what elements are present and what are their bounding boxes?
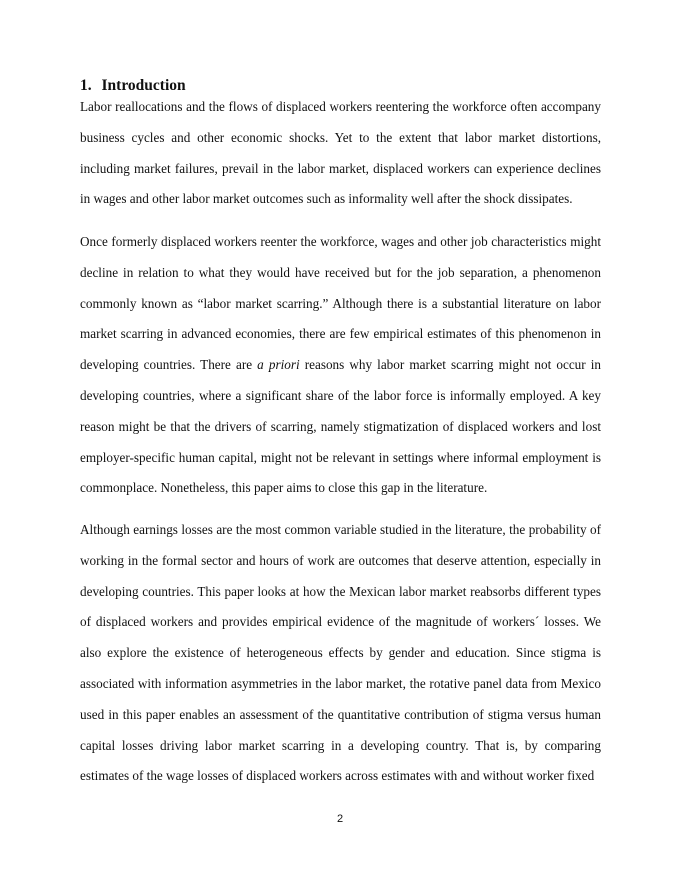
paragraph-3: Although earnings losses are the most common variable studied in the literature, the probability of working in the formal sector and hours of work are outcomes that deserve attention, especially in developing countries. This paper looks at how the Mexican labor market reabsorbs different types of displaced workers and provides empirical evidence of the magnitude of workers´ losses. We also explore the existence of heterogeneous effects by gender and education. Since stigma is associated with information asymmetries in the labor market, the rotative panel data from Mexico used in this paper enables an assessment of the quantitative contribution of stigma versus human capital losses driving labor market scarring in a developing country. That is, by comparing estimates of the wage losses of displaced workers across estimates with and without worker fixed	[80, 522, 601, 784]
paragraph-2	[80, 227, 601, 504]
paragraph-2-text-b: reasons why labor market scarring might not occur in developing countries, where a significant share of the labor force is informally employed. A key reason might be that the drivers of scarring, namely stigmatization of displaced workers and lost employer-specific human capital, might not be relevant in settings where informal employment is commonplace. Nonetheless, this paper aims to close this gap in the literature.	[80, 357, 601, 496]
paragraph-1: Labor reallocations and the flows of displaced workers reentering the workforce often accompany business cycles and other economic shocks. Yet to the extent that labor market distortions, including market failures, prevail in the labor market, displaced workers can experience declines in wages and other labor market outcomes such as informality well after the shock dissipates.	[80, 99, 601, 207]
section-number: 1.	[80, 77, 92, 94]
section-title: Introduction	[101, 77, 186, 94]
paragraph-2-italic-term: a priori	[257, 357, 300, 373]
paragraph-2-text-a: Once formerly displaced workers reenter the workforce, wages and other job characteristics might decline in relation to what they would have received but for the job separation, a phenomenon commonly known as “labor market scarring.” Although there is a substantial literature on labor market scarring in advanced economies, there are few empirical estimates of this phenomenon in developing countries. There are	[80, 234, 601, 373]
page-number: 2	[336, 813, 344, 825]
